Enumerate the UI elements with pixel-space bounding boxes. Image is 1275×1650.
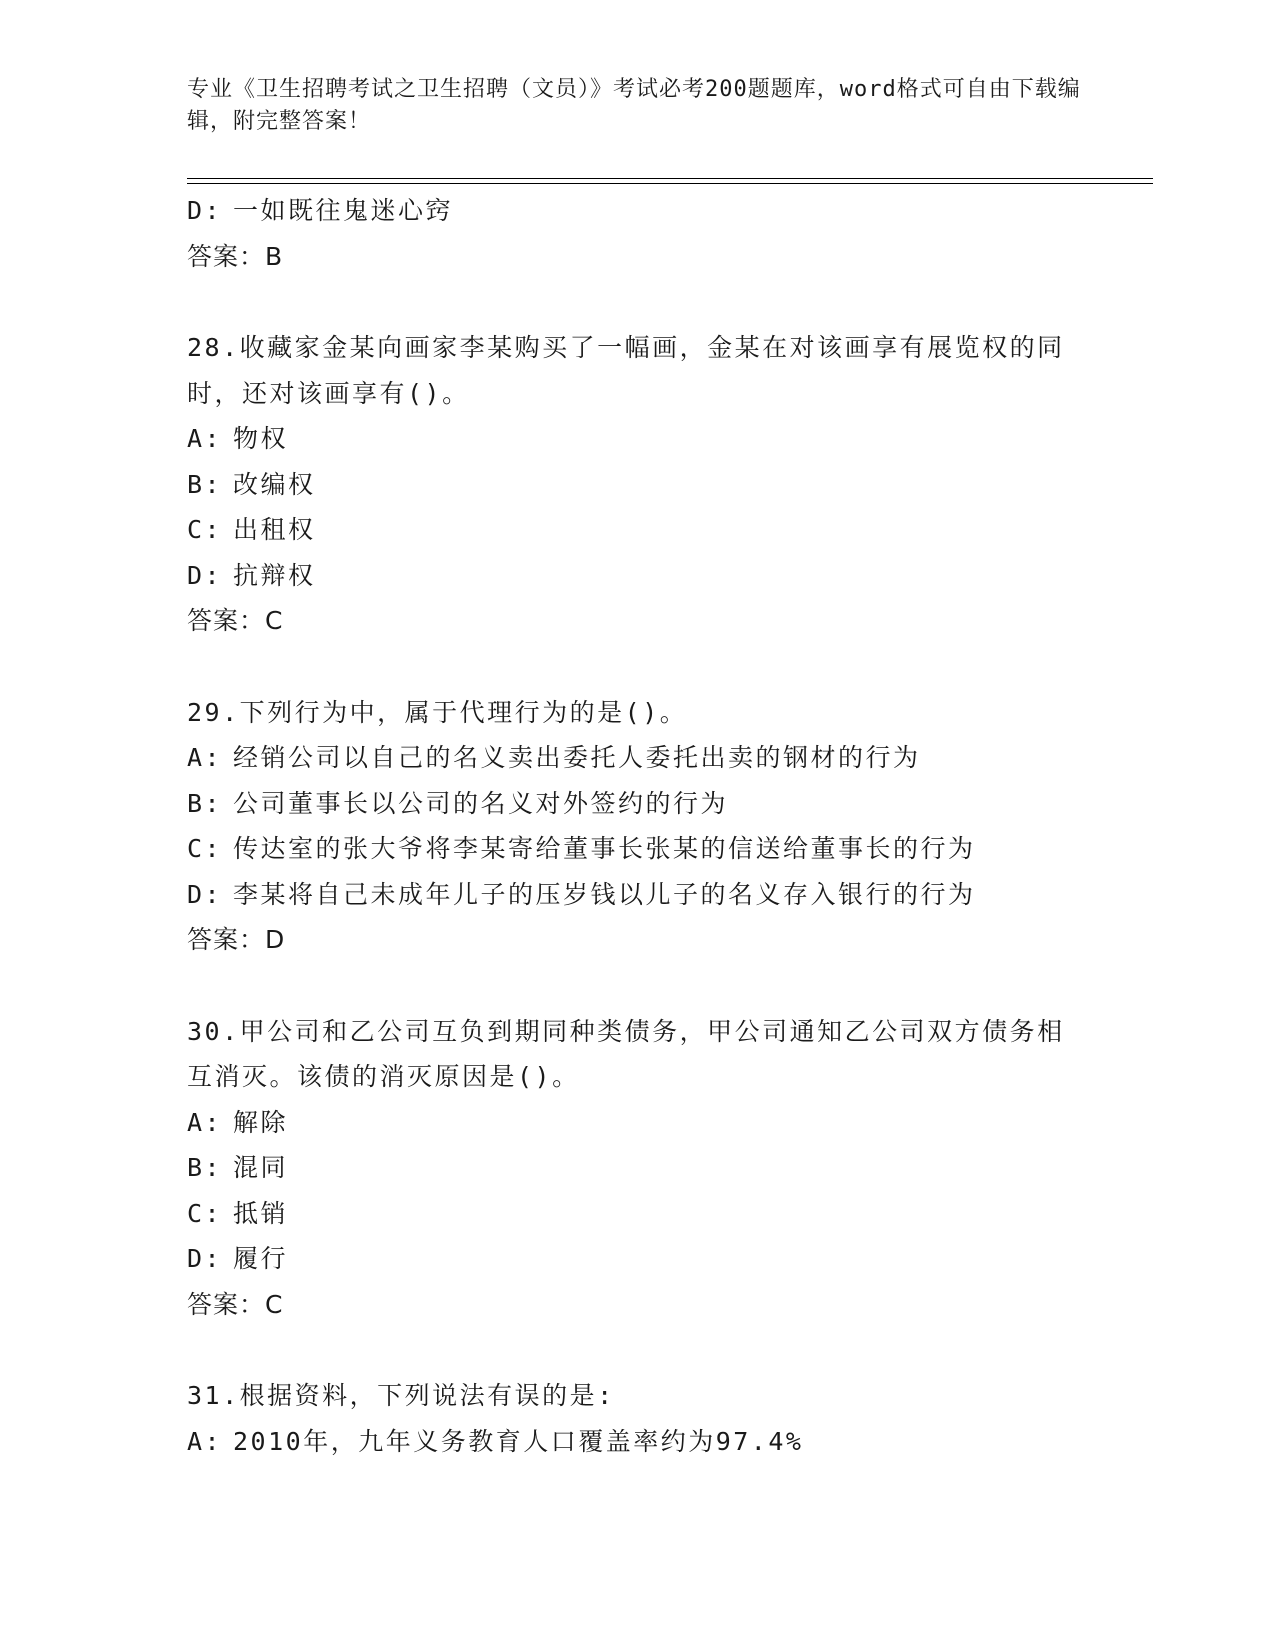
option-label: A: xyxy=(187,1107,223,1137)
option-label: D: xyxy=(187,560,223,590)
option-line xyxy=(187,462,1087,508)
option-label: D: xyxy=(187,196,223,225)
option-line xyxy=(187,1100,1087,1146)
option-text: 公司董事长以公司的名义对外签约的行为 xyxy=(233,788,729,818)
question-stem: 28.收藏家金某向画家李某购买了一幅画，金某在对该画享有展览权的同时，还对该画享有()。 xyxy=(187,333,1065,408)
option-line xyxy=(187,826,1087,872)
document-header: 专业《卫生招聘考试之卫生招聘（文员）》考试必考200题题库，word格式可自由下载编辑，附完整答案！ xyxy=(187,77,1081,134)
option-line xyxy=(187,735,1087,781)
question-stem: 30.甲公司和乙公司互负到期同种类债务，甲公司通知乙公司双方债务相互消灭。该债的消灭原因是()。 xyxy=(187,1016,1065,1091)
option-line xyxy=(187,781,1087,827)
option-line xyxy=(187,188,1087,234)
option-label: D: xyxy=(187,1244,223,1273)
option-label: A: xyxy=(187,424,223,453)
answer-line: 答案：C xyxy=(187,1289,284,1319)
option-text: 改编权 xyxy=(233,469,316,499)
question-content xyxy=(187,188,1087,1464)
option-line xyxy=(187,1191,1087,1237)
option-text: 传达室的张大爷将李某寄给董事长张某的信送给董事长的行为 xyxy=(233,834,976,863)
option-line xyxy=(187,1236,1087,1282)
option-text: 经销公司以自己的名义卖出委托人委托出卖的钢材的行为 xyxy=(233,743,921,772)
option-label: A: xyxy=(187,743,223,772)
question-stem: 31.根据资料，下列说法有误的是: xyxy=(187,1381,615,1410)
option-label: B: xyxy=(187,1153,223,1182)
header-rule-top xyxy=(187,178,1153,179)
option-text: 一如既往鬼迷心窍 xyxy=(233,196,454,225)
option-label: A: xyxy=(187,1426,223,1456)
option-label: B: xyxy=(187,469,223,499)
option-text: 解除 xyxy=(233,1107,289,1137)
option-text: 混同 xyxy=(233,1153,289,1182)
answer-line: 答案：D xyxy=(187,925,286,954)
option-label: C: xyxy=(187,1198,223,1228)
option-label: C: xyxy=(187,834,223,863)
option-line xyxy=(187,872,1087,918)
option-line xyxy=(187,1419,1087,1465)
option-line xyxy=(187,553,1087,599)
question-stem: 29.下列行为中，属于代理行为的是()。 xyxy=(187,697,688,727)
option-text: 履行 xyxy=(233,1244,289,1273)
option-label: D: xyxy=(187,879,223,909)
option-label: C: xyxy=(187,515,223,544)
option-text: 2010年，九年义务教育人口覆盖率约为97.4% xyxy=(233,1426,804,1456)
option-text: 物权 xyxy=(233,424,289,453)
option-line xyxy=(187,416,1087,462)
option-line xyxy=(187,1145,1087,1191)
option-label: B: xyxy=(187,788,223,818)
answer-line: 答案：B xyxy=(187,241,284,271)
option-text: 抗辩权 xyxy=(233,560,316,590)
option-text: 李某将自己未成年儿子的压岁钱以儿子的名义存入银行的行为 xyxy=(233,879,976,909)
answer-line: 答案：C xyxy=(187,606,284,635)
option-text: 出租权 xyxy=(233,515,316,544)
option-line xyxy=(187,507,1087,553)
header-rule-bottom xyxy=(187,183,1153,184)
option-text: 抵销 xyxy=(233,1198,289,1228)
